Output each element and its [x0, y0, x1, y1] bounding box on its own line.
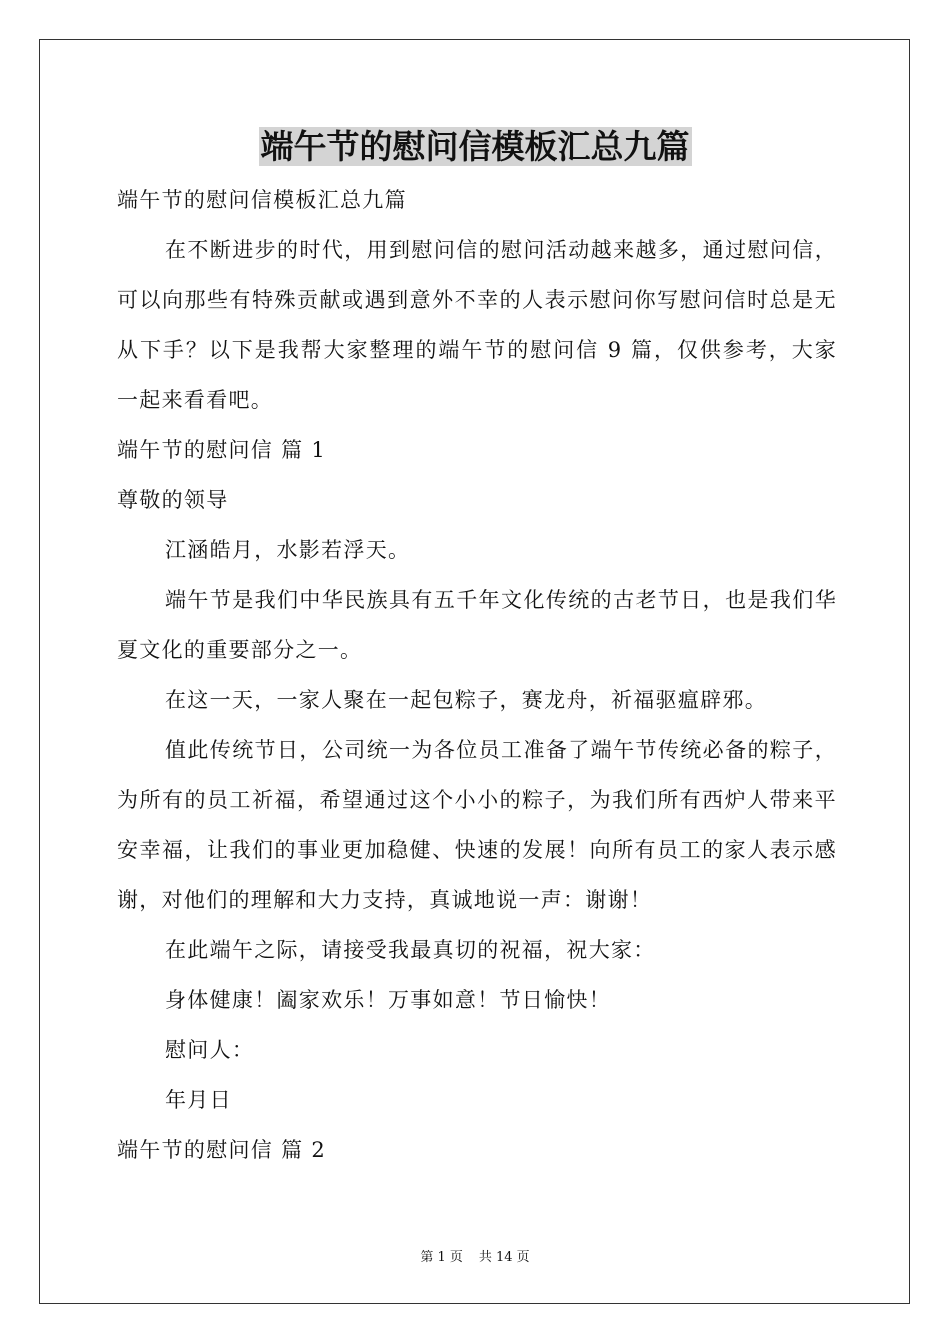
paragraph: 端午节的慰问信 篇 1	[117, 438, 327, 462]
paragraph: 江涵皓月，水影若浮天。	[165, 538, 411, 562]
document-title	[0, 124, 950, 170]
page-footer	[0, 1249, 950, 1267]
paragraph: 端午节是我们中华民族具有五千年文化传统的古老节日，也是我们华夏文化的重要部分之一。	[117, 588, 837, 662]
document-body	[117, 175, 837, 1175]
paragraph: 身体健康！阖家欢乐！万事如意！节日愉快！	[165, 988, 611, 1012]
paragraph: 端午节的慰问信 篇 2	[117, 1138, 327, 1162]
page-total: 共 14 页	[478, 1250, 530, 1265]
paragraph: 慰问人：	[165, 1038, 255, 1062]
paragraph: 在这一天，一家人聚在一起包粽子，赛龙舟，祈福驱瘟辟邪。	[165, 688, 768, 712]
paragraph: 端午节的慰问信模板汇总九篇	[117, 188, 407, 212]
paragraph: 值此传统节日，公司统一为各位员工准备了端午节传统必备的粽子，为所有的员工祈福，希望通过这个小小的粽子，为我们所有西炉人带来平安幸福，让我们的事业更加稳健、快速的发展！向所有员工的家人表示感谢，对他们的理解和大力支持，真诚地说一声：谢谢！	[117, 738, 837, 912]
paragraph: 在此端午之际，请接受我最真切的祝福，祝大家：	[165, 938, 656, 962]
document-title-text: 端午节的慰问信模板汇总九篇	[260, 127, 690, 166]
paragraph: 在不断进步的时代，用到慰问信的慰问活动越来越多，通过慰问信，可以向那些有特殊贡献或遇到意外不幸的人表示慰问你写慰问信时总是无从下手？以下是我帮大家整理的端午节的慰问信 9 篇，仅供参考，大家一起来看看吧。	[117, 238, 837, 412]
paragraph: 年月日	[165, 1088, 232, 1112]
paragraph: 尊敬的领导	[117, 488, 229, 512]
page-number: 第 1 页	[420, 1250, 463, 1265]
